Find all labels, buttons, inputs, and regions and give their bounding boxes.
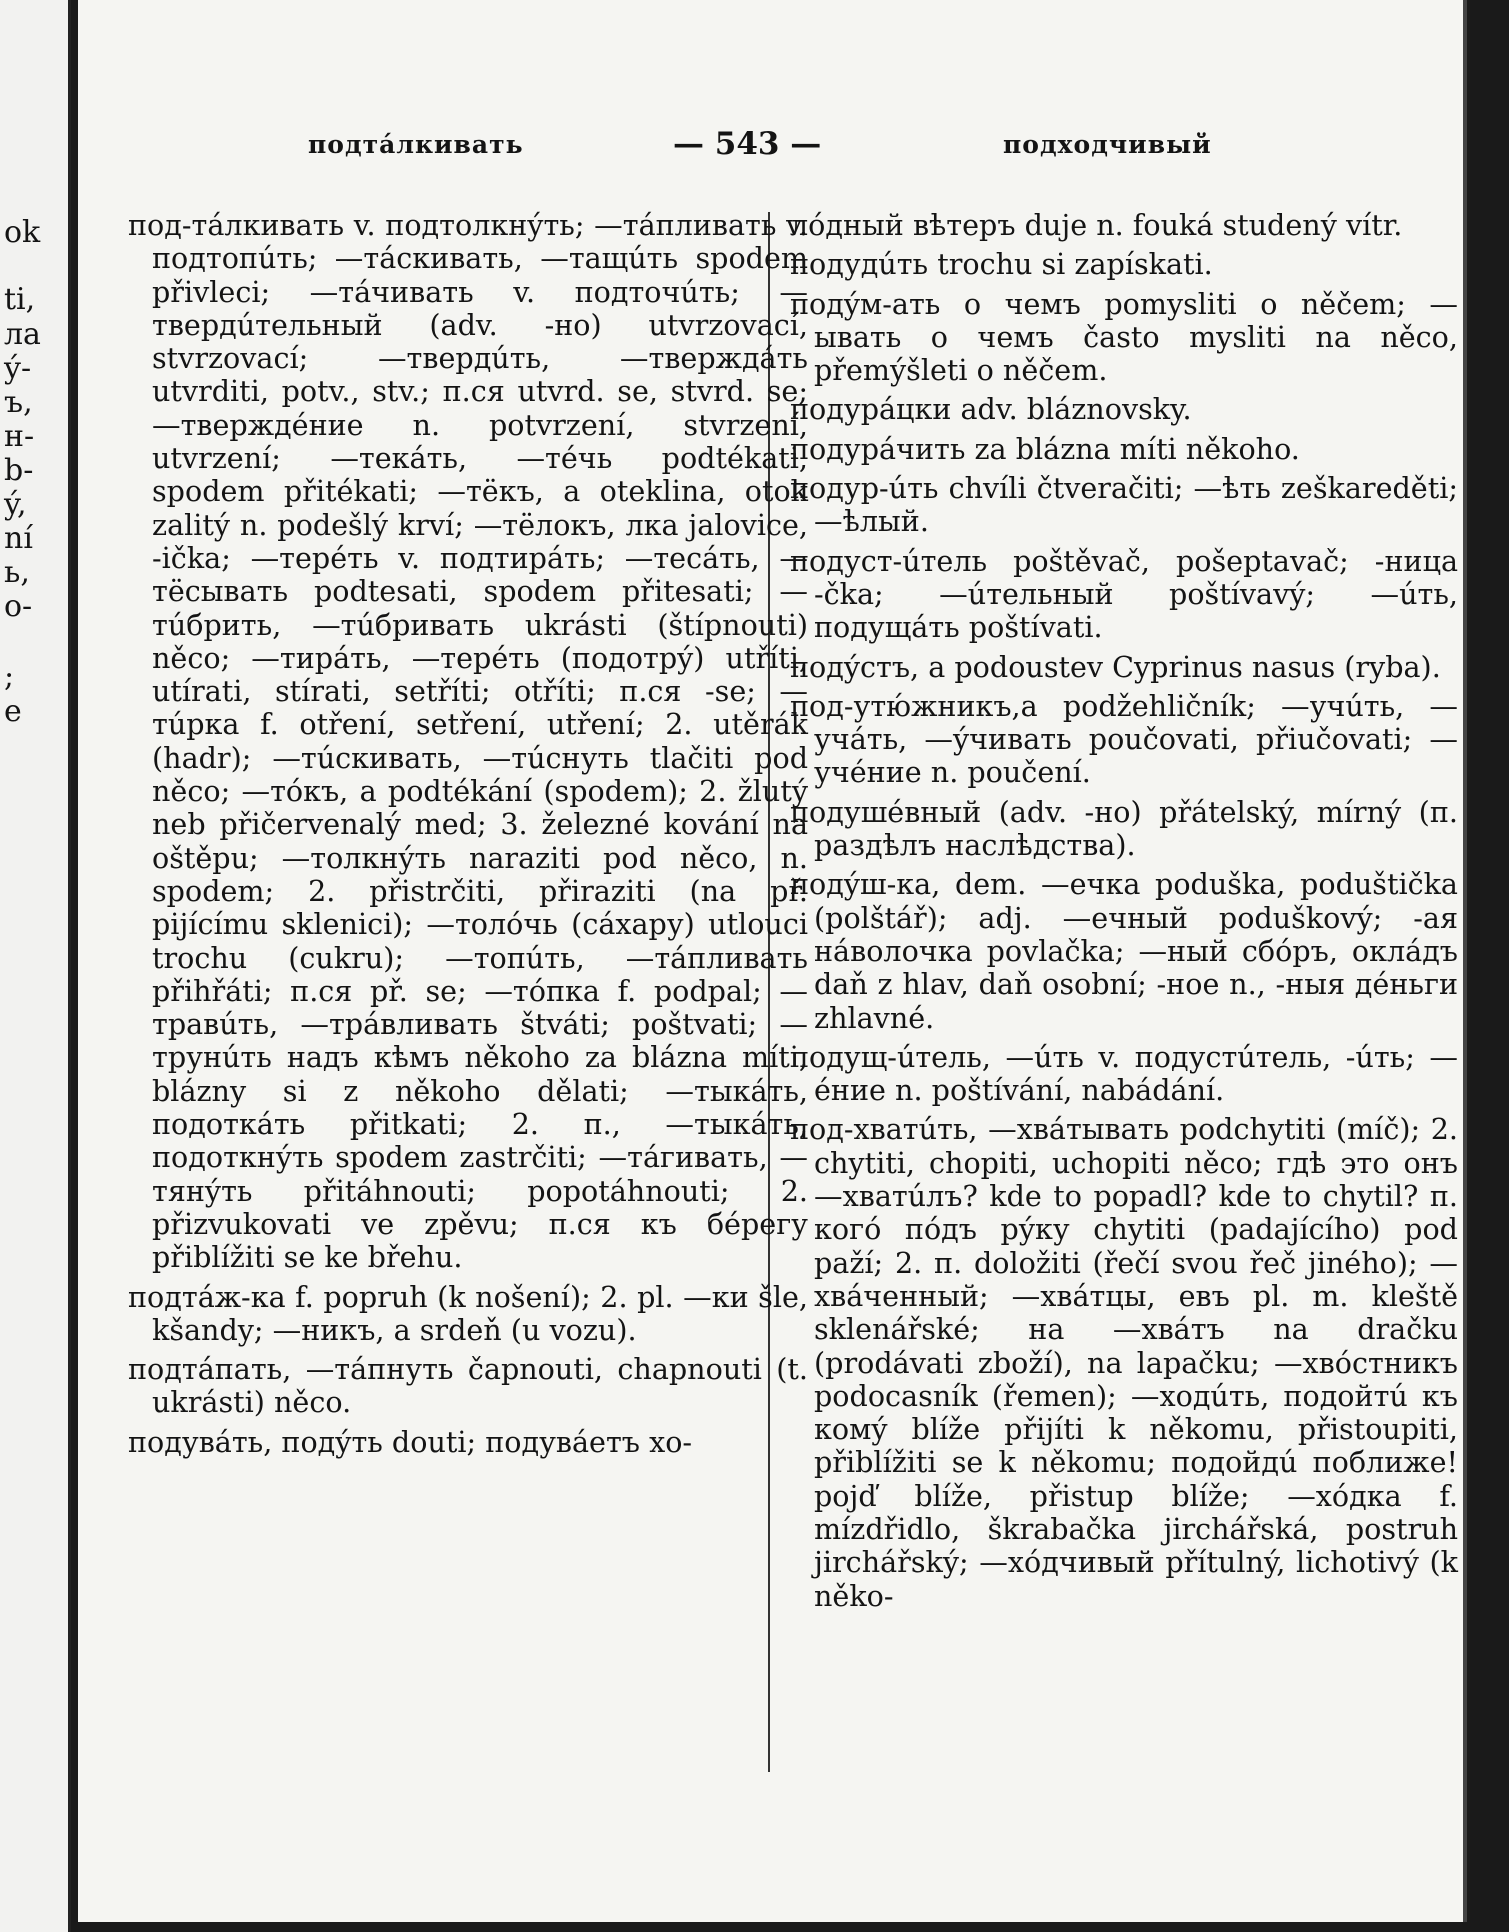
dictionary-entry: подуст-úтель poštěvač, pošeptavač; -ница -čka; —úтельный poštívavý; —úть, подущáть poštívati. [790, 543, 1458, 645]
dictionary-entry: подущ-úтель, —úть v. подустúтель, -úть; —éние n. poštívání, nabádání. [790, 1039, 1458, 1108]
fragment-text: ; [4, 659, 15, 694]
dictionary-entry: подур-úть chvíli čtveračiti; —ѣть zeškareděti; —ѣлый. [790, 471, 1458, 539]
fragment-text: ok [4, 215, 41, 250]
fragment-text: o- [4, 589, 33, 624]
fragment-text: ý- [4, 351, 32, 386]
left-column [128, 209, 808, 1465]
dictionary-entry: подтáпать, —тáпнуть čapnouti, chapnouti (t. ukrásti) něco. [128, 1352, 808, 1420]
header-left-guideword: подтáлкивать [308, 130, 524, 159]
dictionary-entry: подудúть trochu si zapískati. [790, 247, 1213, 282]
fragment-text: ъ, [4, 385, 33, 420]
fragment-text: н- [4, 419, 35, 454]
fragment-text: ý, [4, 487, 27, 522]
right-column [790, 209, 1458, 1619]
dictionary-entry: под-утю́жникъ,a podžehličník; —учúть, —учáть, —ýчивать poučovati, přiučovati; —учéние n. poučení. [790, 688, 1458, 790]
fragment-text: ní [4, 521, 33, 556]
page-number: — 543 — [673, 126, 822, 162]
fragment-text: ь, [4, 555, 30, 590]
dictionary-entry: под-хватúть, —хвáтывать podchytiti (míč); 2. chytiti, chopiti, uchopiti něco; гдѣ это онъ —хватúлъ? kde to popadl? kde to chytil? п. когó пóдъ рýку chytiti (padajícího) pod paží; 2. п. doložiti (řečí svou řeč jiného); —хвáченный; —хвáтцы, евъ pl. m. kleště sklenářské; на —хвáтъ na dračku (prodávati zboží), na lapačku; —хвóстникъ podocasník (řemen); —ходúть, подойтú къ комý blíže přijíti k někomu, přistoupiti, přiblížiti se k někomu; подойдú поближе! pojď blíže, přistup blíže; —хóдка f. mízdřidlo, škrabačka jirchářská, postruh jirchářský; —хóдчивый přítulný, lichotivý (k něko- [790, 1112, 1458, 1613]
fragment-text: b- [4, 453, 34, 488]
dictionary-entry: подурáчить za blázna míti někoho. [790, 431, 1300, 466]
header-right-guideword: подходчивый [1003, 130, 1212, 159]
dictionary-entry: под-тáлкивать v. подтолкнýть; —тáпливать v. подтопúть; —тáскивать, —тащúть spodem přivleci; —тáчивать v. подточúть; —твердúтельный (adv. -но) utvrzovací, stvrzovací; —твердúть, —тверждáть utvrditi, potv., stv.; п.ся utvrd. se, stvrd. se; —тверждéние n. potvrzení, stvrzení, utvrzení; —текáть, —тéчь podtékati, spodem přitékati; —тёкъ, a oteklina, otok zalitý n. podešlý krví; —тёлокъ, лка jalovice, -ička; —терéть v. подтирáть; —тесáть, —тёсывать podtesati, spodem přitesati; —тúбрить, —тúбривать ukrásti (štípnouti) něco; —тирáть, —терéть (подотрý) utříti, utírati, stírati, setříti; otříti; п.ся -se; —тúрка f. otření, setření, utření; 2. utěrák (hadr); —тúскивать, —тúснуть tlačiti pod něco; —тóкъ, a podtékání (spodem); 2. žlutý neb přičervenalý med; 3. železné kování na oštěpu; —толкнýть naraziti pod něco, n. spodem; 2. přistrčiti, přiraziti (na př. pijícímu sklenici); —толóчь (cáхару) utlouci trochu (cukru); —топúть, —тáпливать přihřáti; п.ся př. se; —тóпка f. podpal; —травúть, —трáвливать štváti; poštvati; —трунúть надъ кѣмъ někoho za blázna míti, blázny si z někoho dělati; —тыкáть, подоткáть přitkati; 2. п., —тыкáть, подоткнýть spodem zastrčiti; —тáгивать, —тянýть přitáhnouti; popotáhnouti; 2. přizvukovati ve zpěvu; п.ся къ бéрегу přiblížiti se ke břehu. [128, 208, 808, 1275]
dictionary-entry: подурáцки adv. bláznovsky. [790, 392, 1192, 427]
dictionary-entry: подýстъ, a podoustev Cyprinus nasus (ryba). [790, 649, 1441, 684]
fragment-text: e [4, 694, 22, 729]
dictionary-page [78, 0, 1467, 1922]
page-header [78, 128, 1463, 168]
dictionary-entry: подтáж-ка f. popruh (k nošení); 2. pl. —ки šle, kšandy; —никъ, a srdeň (u vozu). [128, 1279, 808, 1347]
dictionary-entry: лóдный вѣтеръ duje n. fouká studený vítr. [790, 208, 1403, 242]
dictionary-entry: подувáть, подýть douti; подувáетъ хо- [128, 1424, 693, 1459]
dictionary-entry: подушéвный (adv. -но) přátelský, mírný (п. раздѣлъ наслѣдства). [790, 794, 1458, 863]
fragment-text: ti, [4, 282, 36, 317]
dictionary-entry: подýм-ать о чемъ pomysliti o něčem; —ывать о чемъ často mysliti na něco, přemýšleti o něčem. [790, 286, 1458, 388]
fragment-text: ла [4, 317, 41, 352]
dictionary-entry: подýш-ка, dem. —ечка poduška, poduštička (polštář); adj. —ечный poduškový; -ая нáволочка povlačka; —ный сбóръ, оклáдъ daň z hlav, daň osobní; -ное n., -ныя дéньги zhlavné. [790, 867, 1458, 1035]
adjacent-page-edge [0, 0, 71, 1932]
